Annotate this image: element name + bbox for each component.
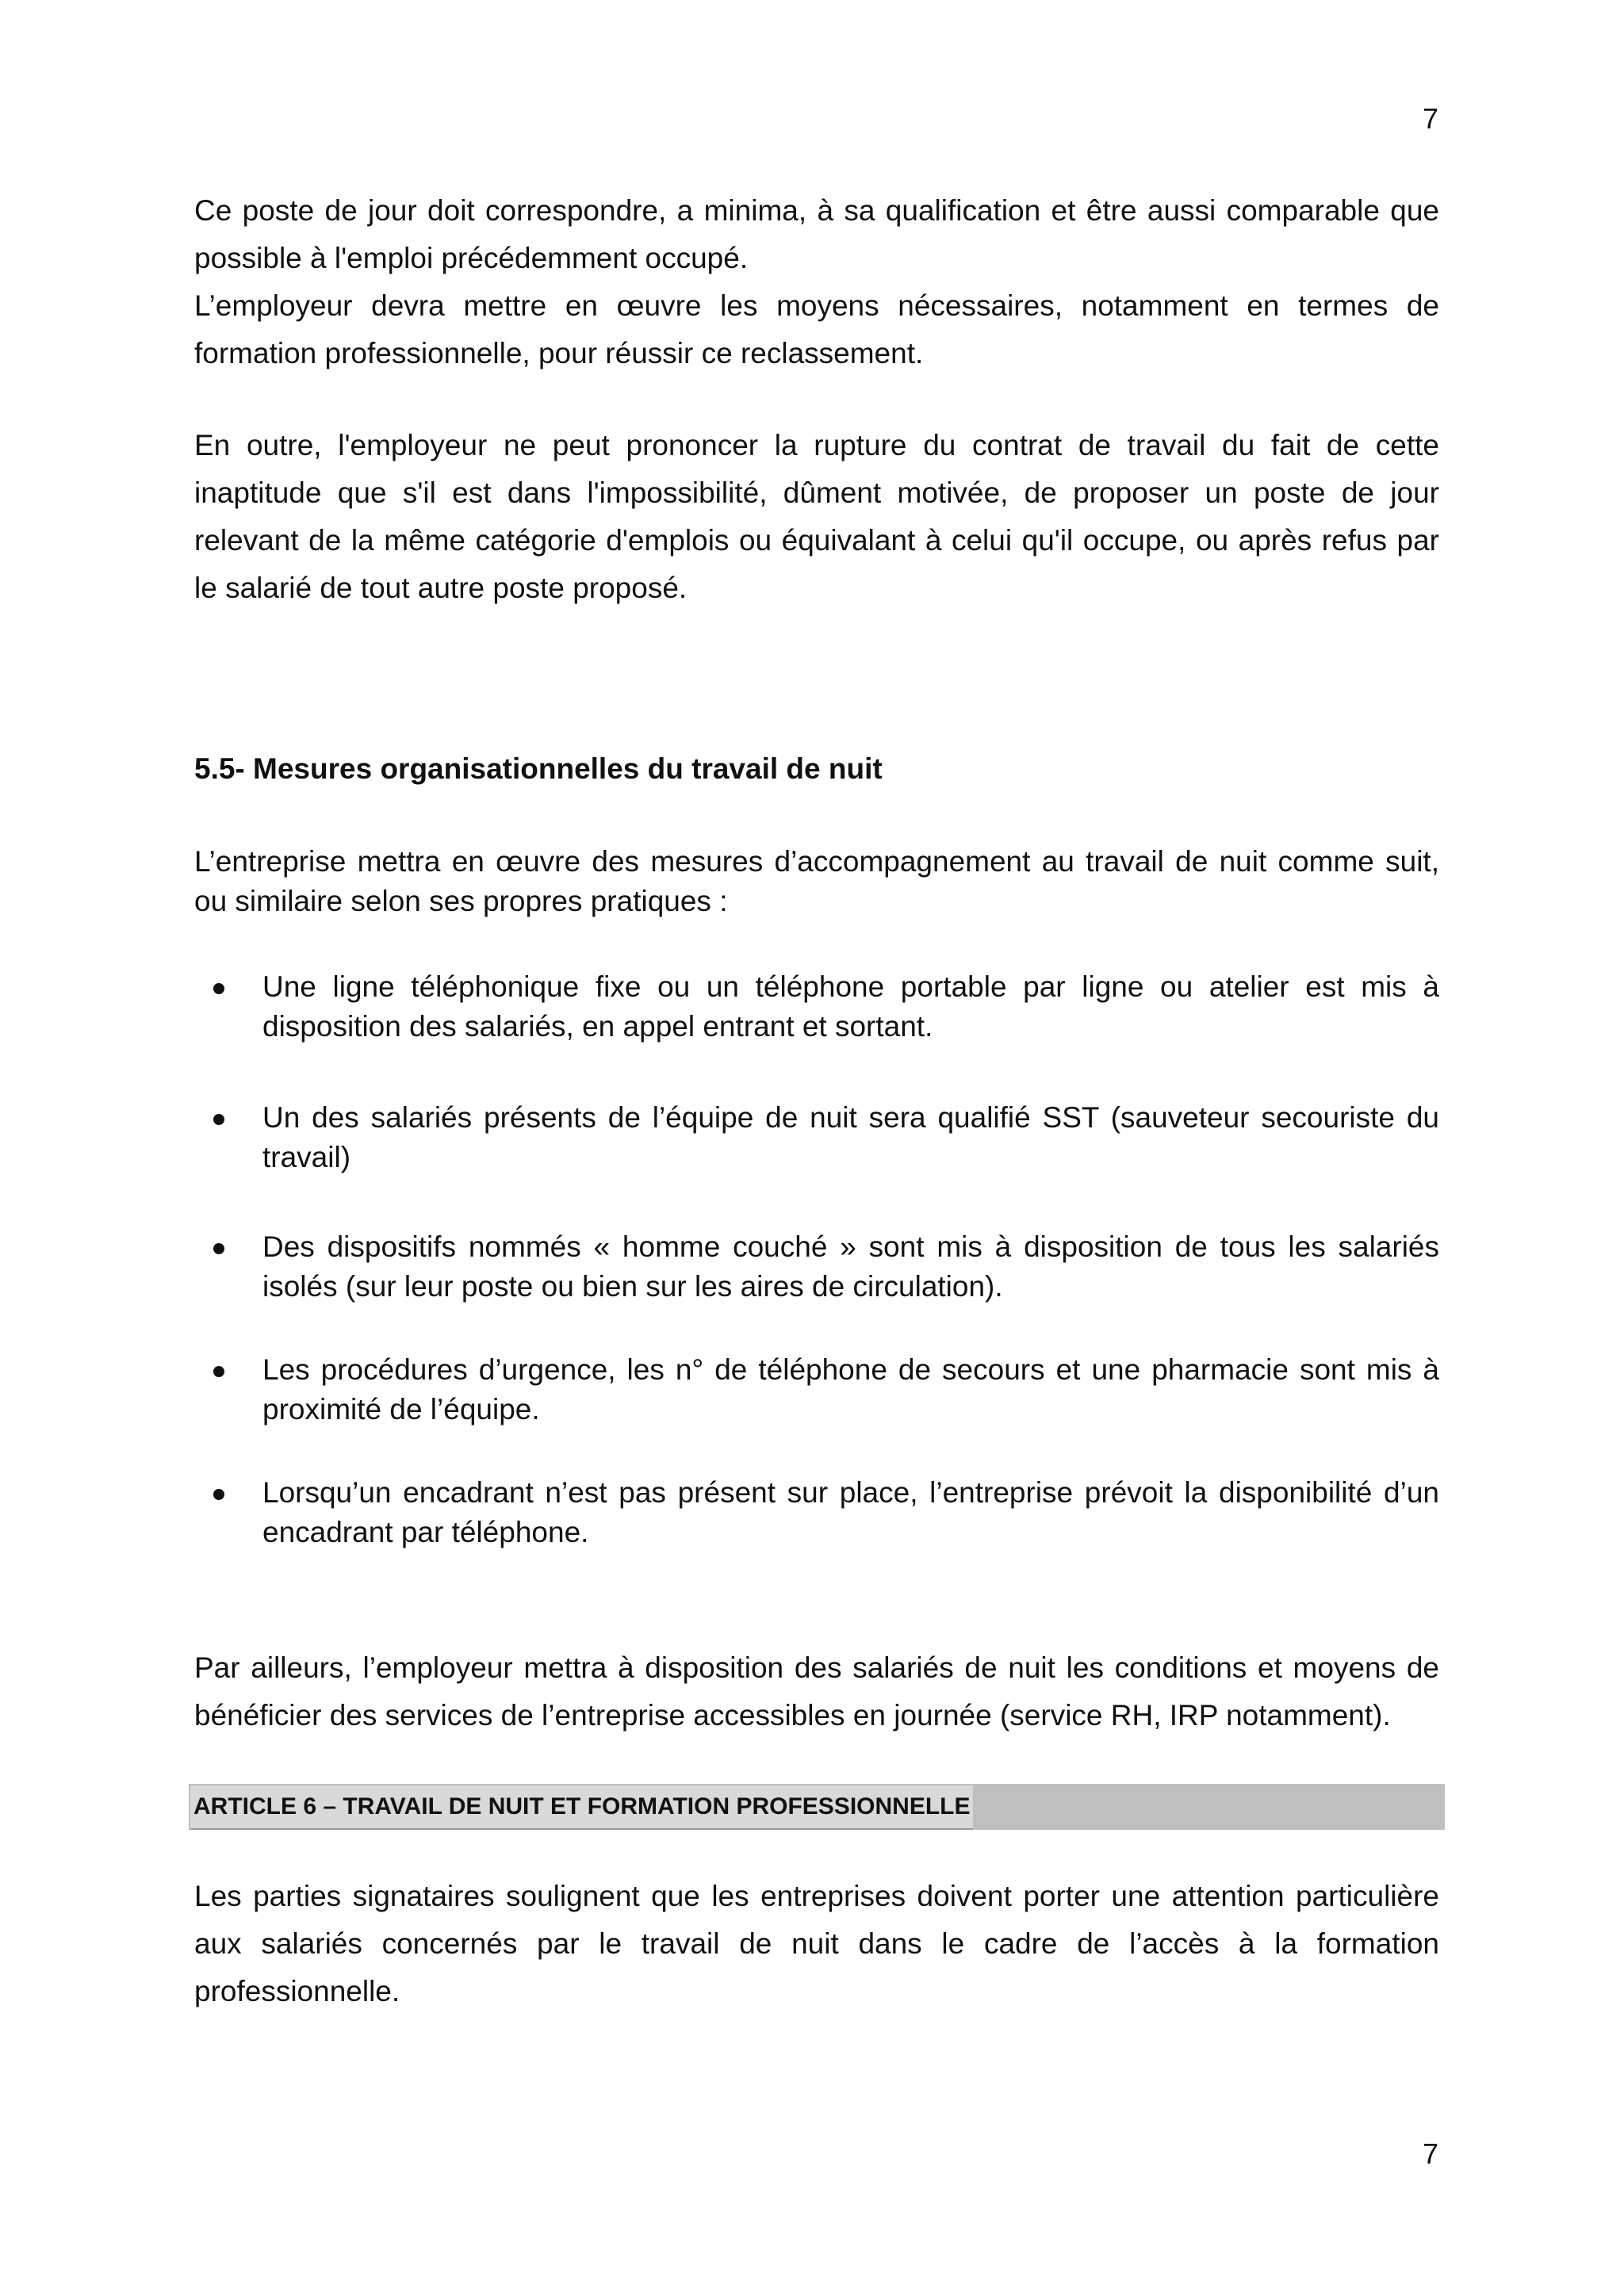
list-item [194,1098,1439,1177]
page-number-bottom: 7 [1422,2137,1438,2170]
list-item [194,1227,1439,1307]
paragraph-text: L’employeur devra mettre en œuvre les moyens nécessaires, notamment en termes de formation professionnelle, pour réussir ce reclassement. [194,289,1439,369]
section-heading: 5.5- Mesures organisationnelles du travail de nuit [194,752,883,785]
list-item-text: Lorsqu’un encadrant n’est pas présent sur place, l’entreprise prévoit la disponibilité d’un encadrant par téléphone. [262,1476,1439,1548]
bullet-icon [213,1489,224,1500]
list-item [194,967,1439,1047]
paragraph-text: Ce poste de jour doit correspondre, a minima, à sa qualification et être aussi comparable que possible à l'emploi précédemment occupé. [194,194,1439,274]
bullet-icon [213,983,224,994]
list-item-text: Une ligne téléphonique fixe ou un téléphone portable par ligne ou atelier est mis à disposition des salariés, en appel entrant et sortant. [262,970,1439,1043]
paragraph-services: Par ailleurs, l’employeur mettra à disposition des salariés de nuit les conditions et moyens de bénéficier des services de l’entreprise accessibles en journée (service RH, IRP notamment). [194,1651,1439,1732]
article-heading: ARTICLE 6 – TRAVAIL DE NUIT ET FORMATION PROFESSIONNELLE [190,1785,973,1830]
list-item-text: Des dispositifs nommés « homme couché » sont mis à disposition de tous les salariés isolés (sur leur poste ou bien sur les aires de circulation). [262,1230,1439,1303]
paragraph-rupture: En outre, l'employeur ne peut prononcer la rupture du contrat de travail du fait de cette inaptitude que s'il est dans l'impossibilité, dûment motivée, de proposer un poste de jour relevant de la même catégorie d'emplois ou équivalant à celui qu'il occupe, ou après refus par le salarié de tout autre poste proposé. [194,429,1439,604]
list-item-text: Les procédures d’urgence, les n° de téléphone de secours et une pharmacie sont mis à proximité de l’équipe. [262,1353,1439,1425]
paragraph-formation: Les parties signataires soulignent que les entreprises doivent porter une attention particulière aux salariés concernés par le travail de nuit dans le cadre de l’accès à la formation professionnelle. [194,1880,1439,2007]
list-item [194,1350,1439,1429]
bullet-icon [213,1114,224,1125]
article-heading-bar [189,1784,1445,1830]
paragraph-reclassement [194,187,1439,377]
bullet-icon [213,1243,224,1254]
bullet-icon [213,1366,224,1377]
list-item [194,1473,1439,1552]
list-item-text: Un des salariés présents de l’équipe de nuit sera qualifié SST (sauveteur secouriste du travail) [262,1101,1439,1173]
page-number-top: 7 [1422,102,1438,135]
paragraph-mesures-intro: L’entreprise mettra en œuvre des mesures d’accompagnement au travail de nuit comme suit, ou similaire selon ses propres pratiques : [194,845,1439,917]
